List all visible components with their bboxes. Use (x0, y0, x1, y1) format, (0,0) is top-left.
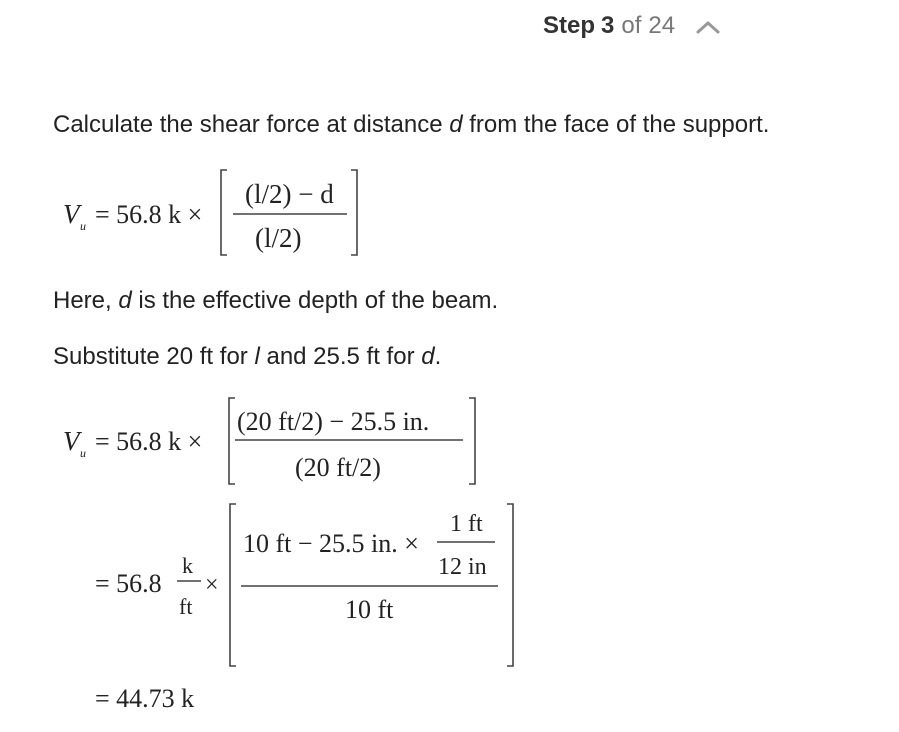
eq2-bracket-right (469, 398, 475, 484)
eq3-inner-num: 1 ft (450, 511, 483, 537)
equation-unit-conversion (55, 500, 535, 672)
p2-var-d: d (118, 287, 132, 314)
p3-var-d: d (421, 343, 435, 370)
p3-text-mid: and 25.5 ft for (259, 343, 422, 370)
eq2-lhs-sub: u (80, 446, 86, 460)
equation-shear-general (55, 165, 375, 260)
eq1-lhs-sub: u (80, 219, 86, 233)
step-total: 24 (648, 12, 676, 39)
equation-shear-substituted (55, 392, 495, 487)
p2-text-pre: Here, (53, 287, 119, 314)
eq3-bracket-left (230, 504, 236, 666)
p1-text-pre: Calculate the shear force at distance (53, 111, 450, 138)
eq1-numerator: (l/2) − d (245, 179, 334, 209)
eq1-bracket-left (221, 170, 227, 255)
p2-text-post: is the effective depth of the beam. (131, 287, 499, 314)
p3-var-l: l (254, 343, 260, 370)
eq3-unit-num: k (182, 553, 193, 578)
eq2-denominator: (20 ft/2) (295, 453, 381, 482)
chevron-up-icon[interactable] (695, 16, 721, 36)
eq3-bracket-right (507, 504, 513, 666)
eq4-result: = 44.73 k (95, 684, 195, 713)
eq2-numerator: (20 ft/2) − 25.5 in. (237, 407, 430, 436)
eq1-coefficient: = 56.8 k × (95, 200, 203, 229)
eq3-num-main: 10 ft − 25.5 in. × (243, 529, 419, 558)
eq2-lhs-var: V (63, 426, 80, 456)
eq3-prefix: = 56.8 (95, 569, 162, 598)
eq2-bracket-left (229, 398, 235, 484)
eq2-coefficient: = 56.8 k × (95, 427, 203, 456)
paragraph-here-d (53, 287, 498, 315)
step-current: 3 (601, 12, 615, 39)
step-of: of (621, 12, 642, 39)
p1-text-post: from the face of the support. (462, 111, 770, 138)
eq1-denominator: (l/2) (255, 223, 302, 253)
equation-result (55, 676, 255, 720)
eq3-unit-den: ft (179, 594, 193, 619)
eq1-bracket-right (351, 170, 357, 255)
paragraph-substitute (53, 343, 441, 371)
eq3-denominator: 10 ft (345, 595, 394, 624)
paragraph-calculate (53, 111, 769, 139)
step-label: Step (543, 12, 596, 39)
eq3-inner-den: 12 in (438, 554, 487, 580)
p1-var-d: d (449, 111, 463, 138)
step-header (543, 12, 721, 40)
p3-text-post: . (434, 343, 442, 370)
p3-text-pre: Substitute 20 ft for (53, 343, 255, 370)
eq1-lhs-var: V (63, 199, 80, 229)
eq3-times: × (205, 572, 219, 598)
